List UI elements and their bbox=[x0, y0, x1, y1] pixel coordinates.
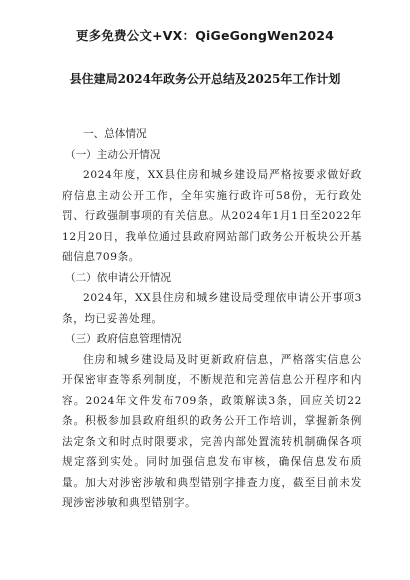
section-heading-overview: 一、总体情况 bbox=[83, 128, 147, 140]
document-body bbox=[62, 124, 362, 514]
paragraph-management: 住房和城乡建设局及时更新政府信息，严格落实信息公开保密审查等系列制度，不断规范和完善信息公开程序和内容。2024年文件发布709条，政策解读3条，回应关切22条。积极参加县政府组织的政务公开工作培训，掌握新条例法定条文和时点时限要求，完善内部处置流转机制确保各项规定落到实处。同时加强信息发布审核，确保信息发布质量。加大对涉密涉敏和典型错别字排查力度，截至目前未发现涉密涉敏和典型错别字。 bbox=[62, 353, 362, 509]
paragraph-application: 2024年，XX县住房和城乡建设局受理依申请公开事项3条，均已妥善处理。 bbox=[62, 292, 362, 325]
subsection-heading-application: （二）依申请公开情况 bbox=[65, 271, 171, 284]
document-title: 县住建局2024年政务公开总结及2025年工作计划 bbox=[69, 72, 341, 86]
promo-banner: 更多免费公文+VX：QiGeGongWen2024 bbox=[75, 28, 335, 43]
paragraph-proactive: 2024年度，XX县住房和城乡建设局严格按要求做好政府信息主动公开工作，全年实施行政许可58份，无行政处罚、行政强制事项的有关信息。从2024年1月1日至2022年12月20日，我单位通过县政府网站部门政务公开板块公开基础信息709条。 bbox=[62, 169, 362, 263]
subsection-heading-management: （三）政府信息管理情况 bbox=[65, 333, 182, 345]
subsection-heading-proactive: （一）主动公开情况 bbox=[65, 148, 161, 161]
